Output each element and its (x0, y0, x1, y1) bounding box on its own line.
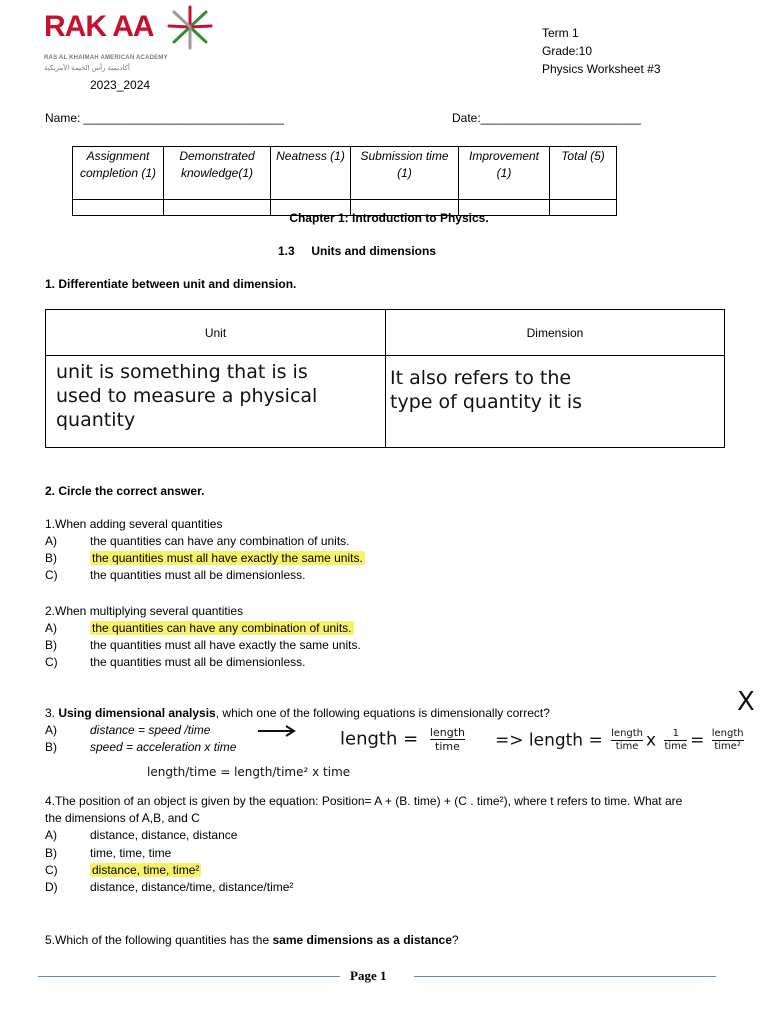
handwritten-unit-answer: unit is something that is is used to measure a physical quantity (56, 361, 318, 431)
question-1-title: 1. Differentiate between unit and dimension. (45, 277, 297, 291)
school-name-english: RAS AL KHAIMAH AMERICAN ACADEMY (44, 55, 168, 61)
handwritten-dimension-answer: It also refers to the type of quantity it is (390, 367, 583, 413)
option-a[interactable]: A) distance = speed /time (45, 723, 211, 737)
option-c[interactable]: C) the quantities must all be dimensionless. (45, 655, 306, 669)
option-b[interactable]: B) speed = acceleration x time (45, 740, 237, 754)
question-2-title: 2. Circle the correct answer. (45, 484, 205, 498)
option-d[interactable]: D) distance, distance/time, distance/time² (45, 880, 294, 894)
option-a-highlighted[interactable]: A) the quantities can have any combination of units. (45, 621, 352, 635)
handwritten-x-mark: X (737, 687, 755, 717)
option-b[interactable]: B) time, time, time (45, 846, 172, 860)
unit-column-header: Unit (46, 310, 386, 356)
handwritten-equation-1: length = length time (340, 726, 465, 753)
rubric-header: Improvement (1) (459, 147, 550, 200)
section-title: 1.3 Units and dimensions (277, 244, 437, 258)
option-a[interactable]: A) the quantities can have any combination of units. (45, 534, 350, 548)
option-b[interactable]: B) the quantities must all have exactly the same units. (45, 638, 361, 652)
chapter-title: Chapter 1: Introduction to Physics. (289, 211, 489, 225)
grading-rubric-table (72, 146, 617, 216)
footer-divider-left (38, 976, 340, 977)
question-4-line-2: the dimensions of A,B, and C (45, 811, 200, 825)
question-5-stem: 5.Which of the following quantities has the same dimensions as a distance? (45, 933, 459, 947)
handwritten-arrow-icon (256, 724, 298, 738)
question-3-stem: 3. Using dimensional analysis, which one of the following equations is dimensionally correct? (45, 706, 550, 720)
grade-label: Grade:10 (542, 44, 593, 58)
footer-divider-right (414, 976, 716, 977)
school-logo-text: RAK AA (44, 10, 154, 43)
school-name-arabic: أكاديمية رأس الخيمة الأمريكية (44, 65, 130, 72)
worksheet-title: Physics Worksheet #3 (542, 62, 661, 76)
option-c[interactable]: C) the quantities must all be dimensionless. (45, 568, 306, 582)
question-4-line-1: 4.The position of an object is given by the equation: Position= A + (B. time) + (C . time²), where t refers to time. What are (45, 794, 683, 808)
rubric-header: Submission time (1) (351, 147, 459, 200)
term-label: Term 1 (542, 26, 579, 40)
worksheet-info (542, 24, 661, 78)
logo-burst-icon (166, 4, 214, 50)
question-2-1-stem: 1.When adding several quantities (45, 517, 223, 531)
option-b-highlighted[interactable]: B) the quantities must all have exactly the same units. (45, 551, 363, 565)
page-number: Page 1 (350, 968, 387, 983)
date-field[interactable]: Date:________________________ (452, 111, 641, 125)
handwritten-equation-3: length/time = length/time² x time (147, 765, 351, 779)
rubric-header: Neatness (1) (271, 147, 351, 200)
rubric-header: Total (5) (550, 147, 617, 200)
option-a[interactable]: A) distance, distance, distance (45, 828, 238, 842)
rubric-header: Assignment completion (1) (73, 147, 164, 200)
question-2-2-stem: 2.When multiplying several quantities (45, 604, 244, 618)
rubric-header: Demonstrated knowledge(1) (164, 147, 271, 200)
academic-year: 2023_2024 (90, 78, 151, 92)
option-c-highlighted[interactable]: C) distance, time, time² (45, 863, 200, 877)
dimension-column-header: Dimension (386, 310, 725, 356)
name-field[interactable]: Name: ______________________________ (45, 111, 284, 125)
handwritten-equation-2: => length = length time x 1 time = length time² (495, 728, 744, 752)
